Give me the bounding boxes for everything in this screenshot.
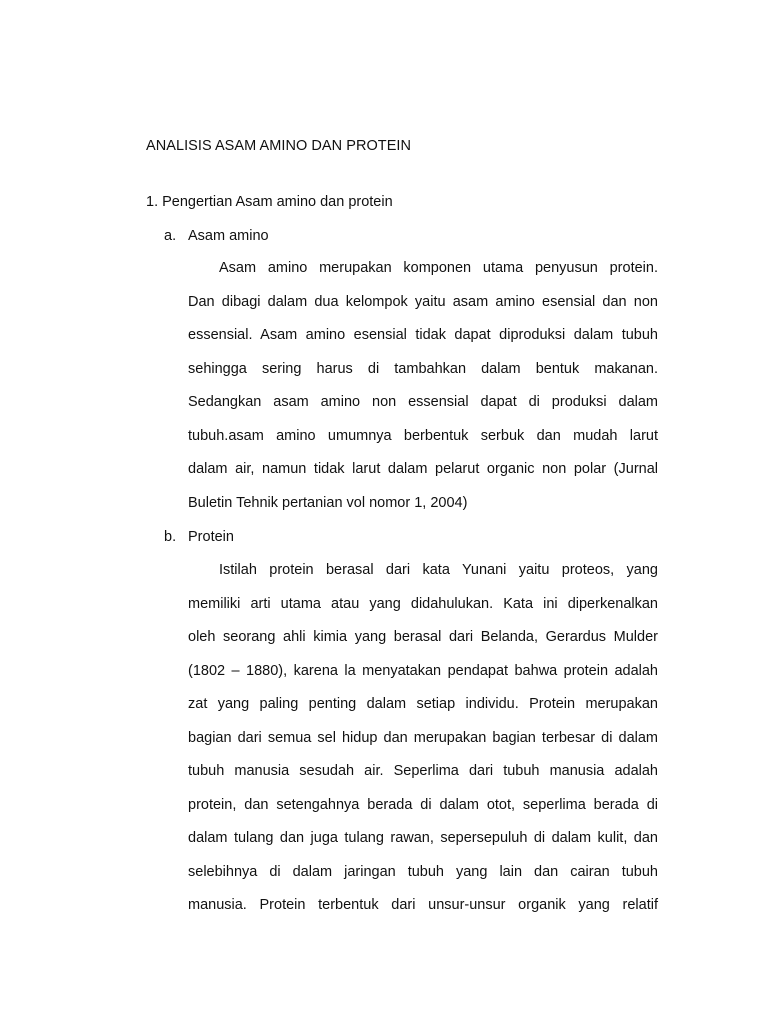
document-title: ANALISIS ASAM AMINO DAN PROTEIN: [146, 138, 412, 154]
paragraph-line: tubuh.asam amino umumnya berbentuk serbuk dan mudah larut: [188, 427, 658, 444]
paragraph-line: Istilah protein berasal dari kata Yunani yaitu proteos, yang: [219, 562, 658, 578]
paragraph-line: Dan dibagi dalam dua kelompok yaitu asam amino esensial dan non: [188, 293, 658, 310]
paragraph-line: protein, dan setengahnya berada di dalam otot, seperlima berada di: [188, 796, 658, 813]
paragraph-line: (1802 – 1880), karena la menyatakan pendapat bahwa protein adalah: [188, 662, 658, 679]
paragraph-line: dalam tulang dan juga tulang rawan, sepersepuluh di dalam kulit, dan: [188, 830, 658, 846]
subsection-heading-asam-amino: [164, 226, 269, 246]
paragraph-line: oleh seorang ahli kimia yang berasal dari Belanda, Gerardus Mulder: [188, 629, 658, 645]
paragraph-line: sehingga sering harus di tambahkan dalam bentuk makanan.: [188, 360, 658, 377]
paragraph-line: Asam amino merupakan komponen utama penyusun protein.: [219, 260, 658, 276]
subsection-label: Protein: [188, 529, 234, 545]
paragraph-asam-amino: [188, 252, 658, 520]
paragraph-protein: [188, 554, 658, 923]
paragraph-line: Sedangkan asam amino non essensial dapat di produksi dalam: [188, 394, 658, 410]
paragraph-line: memiliki arti utama atau yang didahulukan. Kata ini diperkenalkan: [188, 595, 658, 612]
subsection-marker: a.: [164, 228, 177, 244]
paragraph-line: bagian dari semua sel hidup dan merupakan bagian terbesar di dalam: [188, 729, 658, 746]
paragraph-line: essensial. Asam amino esensial tidak dapat diproduksi dalam tubuh: [188, 327, 658, 343]
paragraph-line: selebihnya di dalam jaringan tubuh yang lain dan cairan tubuh: [188, 863, 658, 880]
paragraph-line: manusia. Protein terbentuk dari unsur-unsur organik yang relatif: [188, 897, 658, 913]
paragraph-line: tubuh manusia sesudah air. Seperlima dari tubuh manusia adalah: [188, 763, 658, 779]
subsection-heading-protein: [164, 527, 234, 547]
paragraph-line: Buletin Tehnik pertanian vol nomor 1, 2004): [188, 494, 468, 511]
subsection-label: Asam amino: [188, 228, 269, 244]
section-heading: 1. Pengertian Asam amino dan protein: [146, 194, 393, 210]
paragraph-line: dalam air, namun tidak larut dalam pelarut organic non polar (Jurnal: [188, 461, 658, 477]
paragraph-line: zat yang paling penting dalam setiap individu. Protein merupakan: [188, 696, 658, 712]
subsection-marker: b.: [164, 529, 177, 545]
